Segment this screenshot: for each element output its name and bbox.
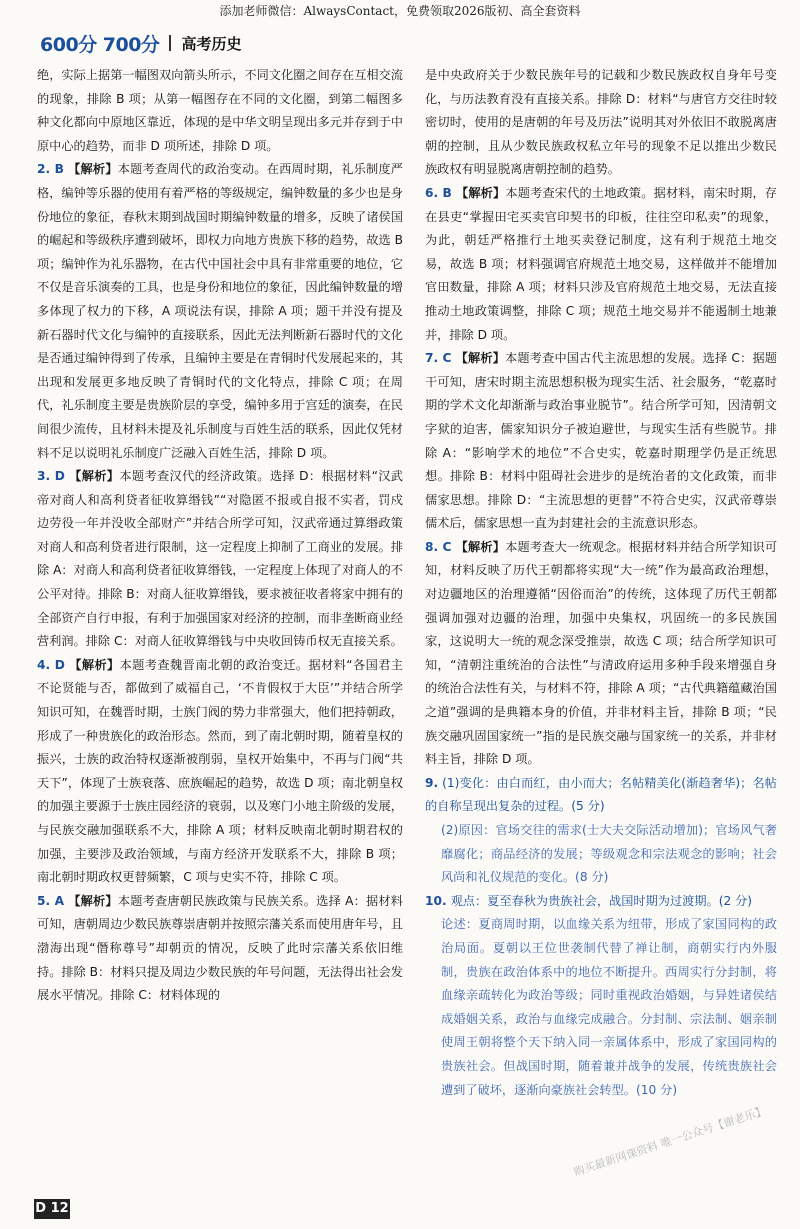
item-text: 本题考查中国古代主流思想的发展。选择 C：据题干可知，唐宋时期主流思想积极为现实生活、社会服务，“乾嘉时期的学术文化却渐渐与政治事业脱节”。结合所学可知，因清朝文字狱的迫害，儒家知识分子被迫避世，与现实生活有些脱节。排除 A：“影响学术的地位”不合史实，乾嘉时期理学仍是正统思想。排除 B：材料中阻碍社会进步的是统治者的文化政策，而非儒家思想。排除 D：“主流思想的更替”不符合史实，汉武帝尊崇儒术后，儒家思想一直为封建社会的主流意识形态。	[425, 351, 777, 531]
item-number: 6. B	[425, 185, 452, 200]
item-number: 7. C	[425, 351, 452, 366]
page-number: D 12	[34, 1199, 70, 1219]
analysis-tag: 【解析】	[67, 162, 118, 177]
divider	[169, 35, 171, 51]
item-text: 本题考查周代的政治变动。在西周时期，礼乐制度严格，编钟等乐器的使用有着严格的等级规定，编钟数量的多少也是身份地位的象征，春秋末期到战国时期编钟数量的增多，反映了诸侯国的崛起和等级秩序遭到破坏，即权力向地方贵族下移的趋势，故选 B 项；编钟作为礼乐器物，在古代中国社会中具有非常重要的地位，它不仅是音乐演奏的工具，也是身份和地位的象征，因此编钟数量的增多体现了权力的下移，A 项说法有误，排除 A 项；题干并没有提及新石器时代文化与编钟的直接联系，因此无法判断新石器时代的文化是否通过编钟得到了传承，且编钟主要是在青铜时代发展起来的，其出现和发展更多地反映了青铜时代的文化特点，排除 C 项；在周代，礼乐制度主要是贵族阶层的享受，编钟多用于宫廷的演奏，在民间很少流传，且材料未提及礼乐制度与百姓生活的联系，因此仅凭材料不足以说明礼乐制度广泛融入百姓生活，排除 D 项。	[37, 162, 403, 460]
analysis-tag: 【解析】	[455, 185, 506, 200]
item-text: 本题考查汉代的经济政策。选择 D：根据材料“汉武帝对商人和高利贷者征收算缗钱”“对隐匿不报或自报不实者，罚戍边劳役一年并没收全部财产”并结合所学可知，汉武帝通过算缗政策对商人和高利贷者进行限制，这一定程度上抑制了工商业的发展。排除 A：对商人和高利贷者征收算缗钱，一定程度上体现了对商人的不公平对待。排除 B：对商人征收算缗钱，要求被征收者将家中拥有的全部资产自行申报，有利于加强国家对经济的控制，而非垄断商业经营利润。排除 C：对商人征收算缗钱与中央收回铸币权无直接关系。	[37, 469, 403, 649]
answer-paragraph	[425, 772, 777, 819]
item-text: (1)变化：由白而红，由小而大；名帖精美化(渐趋奢华)；名帖的自称呈现出复杂的过程。(5 分)	[425, 775, 777, 814]
explanation-item	[425, 182, 777, 347]
top-banner: 添加老师微信：AlwaysContact，免费领取2026版初、高全套资料	[219, 4, 581, 18]
watermark: 购买最新网课资料 唯一公众号【谢老乐】	[571, 1104, 768, 1179]
explanation-item	[37, 158, 403, 465]
brand-header	[40, 30, 241, 56]
brand-logo: 600分 700分	[40, 33, 160, 56]
continuation-paragraph	[425, 64, 777, 182]
answer-paragraph	[425, 819, 777, 890]
item-text: (2)原因：官场交往的需求(士大夫交际活动增加)；官场风气奢靡腐化；商品经济的发展；等级观念和宗法观念的影响；社会风尚和礼仪规范的变化。(8 分)	[441, 823, 777, 885]
analysis-tag: 【解析】	[455, 539, 506, 554]
analysis-tag: 【解析】	[68, 469, 120, 484]
item-text: 绝，实际上据第一幅图双向箭头所示，不同文化圈之间存在互相交流的现象，排除 B 项；从第一幅图存在不同的文化圈，到第二幅图多种文化都向中原地区靠近，体现的是中华文明呈现出多元并存到于中原中心的趋势，而非 D 项所述，排除 D 项。	[37, 68, 403, 153]
item-text: 本题考查大一统观念。根据材料并结合所学知识可知，材料反映了历代王朝都将实现“大一统”作为最高政治理想，对边疆地区的治理遵循“因俗而治”的传统，这体现了历代王朝都强调加强对边疆的治理，加强中央集权，巩固统一的多民族国家，这说明大一统的观念深受推崇，故选 C 项；结合所学知识可知，“清朝注重统治的合法性”与清政府运用多种手段来增强自身的统治合法性有关，与材料不符，排除 A 项；“古代典籍蕴藏治国之道”强调的是典籍本身的价值，并非材料主旨，排除 B 项；“民族交融巩固国家统一”指的是民族交融与国家统一的关系，并非材料主旨，排除 D 项。	[425, 539, 778, 767]
analysis-tag: 【解析】	[455, 351, 506, 366]
right-column	[425, 64, 777, 1102]
item-text: 论述：夏商周时期，以血缘关系为纽带，形成了家国同构的政治局面。夏朝以王位世袭制代替了禅让制，商朝实行内外服制，贵族在政治体系中的地位不断提升。西周实行分封制，将血缘亲疏转化为政治等级；同时重视政治婚姻，与异姓诸侯结成婚姻关系，政治与血缘完成融合。分封制、宗法制、姻亲制使周王朝将整个天下纳入同一亲属体系中，形成了家国同构的贵族社会。但战国时期，随着兼并战争的发展，传统贵族社会遭到了破坏，逐渐向豪族社会转型。(10 分)	[441, 917, 777, 1097]
item-text: 本题考查魏晋南北朝的政治变迁。据材料“各国君主不论贤能与否，都做到了威福自己，‘不肯假权于大臣’”并结合所学知识可知，在魏晋时期，士族门阀的势力非常强大，他们把持朝政，形成了一种贵族化的政治形态。然而，到了南北朝时期，随着皇权的振兴，士族的政治特权逐渐被削弱，皇权开始集中，不再与门阀“共天下”，体现了士族衰落、庶族崛起的趋势，故选 D 项；南北朝皇权的加强主要源于士族庄园经济的衰弱，以及寒门小地主阶级的发展，与民族交融加强联系不大，排除 A 项；材料反映南北朝时期君权的加强，主要涉及政治领域，与南方经济开发联系不大，排除 B 项；南北朝时期政权更替频繁，C 项与史实不符，排除 C 项。	[37, 657, 403, 885]
item-text: 本题考查唐朝民族政策与民族关系。选择 A：据材料可知，唐朝周边少数民族尊崇唐朝并按照宗藩关系而使用唐年号，且渤海出现“僭称尊号”却朝贡的情况，反映了此时宗藩关系依旧维持。排除 B：材料只提及周边少数民族的年号问题，无法得出社会发展水平情况。排除 C：材料体现的	[37, 893, 403, 1003]
book-subtitle: 高考历史	[181, 34, 242, 53]
continuation-paragraph	[37, 64, 403, 158]
item-number: 9.	[425, 775, 439, 790]
answer-paragraph	[425, 890, 777, 914]
explanation-item	[37, 465, 403, 654]
item-text: 是中央政府关于少数民族年号的记载和少数民族政权自身年号变化，与历法教育没有直接关系。排除 D：材料“与唐官方交往时较密切时，使用的是唐朝的年号及历法”说明其对外依旧不敢脱离唐朝的控制，且从少数民族政权私立年号的现象不足以推出少数民族政权有明显脱离唐朝控制的趋势。	[425, 68, 777, 177]
item-text: 本题考查宋代的土地政策。据材料，南宋时期，存在县吏“掌握田宅买卖官印契书的印板，往往空印私卖”的现象，为此，朝廷严格推行土地买卖登记制度，这有利于规范土地交易，故选 B 项；材料强调官府规范土地交易，这样做并不能增加官田数量，排除 A 项；材料只涉及官府规范土地交易，无法直接推动土地政策调整，排除 C 项；规范土地交易并不能遏制土地兼并，排除 D 项。	[425, 185, 777, 342]
explanation-item	[37, 890, 403, 1008]
item-number: 4. D	[37, 657, 65, 672]
item-number: 3. D	[37, 469, 65, 484]
item-number: 5. A	[37, 893, 64, 908]
item-number: 10.	[425, 893, 447, 908]
item-number: 8. C	[425, 539, 452, 554]
analysis-tag: 【解析】	[68, 893, 118, 908]
explanation-item	[425, 536, 777, 772]
item-number: 2. B	[37, 162, 64, 177]
item-text: 观点：夏至春秋为贵族社会，战国时期为过渡期。(2 分)	[450, 893, 753, 908]
answer-paragraph	[425, 913, 777, 1102]
explanation-item	[425, 347, 777, 536]
explanation-item	[37, 654, 403, 890]
left-column	[37, 64, 403, 1008]
analysis-tag: 【解析】	[68, 657, 120, 672]
